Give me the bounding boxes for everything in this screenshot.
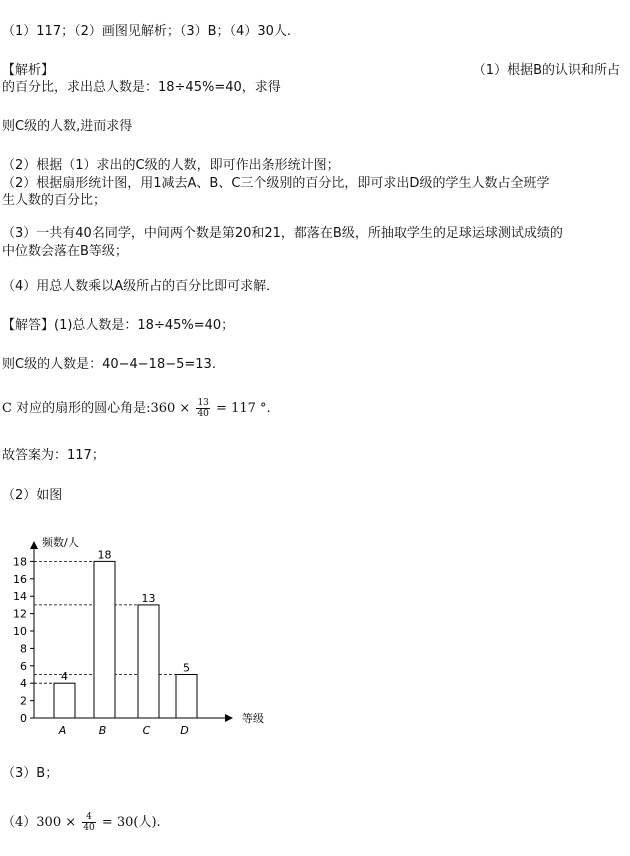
y-tick-label: 8 bbox=[20, 642, 27, 656]
category-label-B: B bbox=[98, 724, 107, 737]
bar-value-label-B: 18 bbox=[97, 548, 112, 562]
category-label-C: C bbox=[142, 724, 151, 737]
answer-line-1: 【解答】(1)总人数是：18÷45%=40； bbox=[2, 318, 235, 333]
y-tick-label: 6 bbox=[20, 659, 27, 673]
bar-value-label-D: 5 bbox=[183, 661, 190, 675]
angle-prefix: C 对应的扇形的圆心角是:360 × bbox=[2, 401, 191, 416]
angle-suffix: = 117 °. bbox=[216, 401, 271, 416]
part4-prefix: （4）300 × bbox=[2, 815, 77, 830]
analysis-point-2b: （2）根据扇形统计图，用1减去A、B、C三个级别的百分比，即可求出D级的学生人数占全班学 bbox=[2, 176, 550, 191]
part4-fraction bbox=[82, 812, 95, 833]
answer-conclusion: 故答案为：117； bbox=[2, 448, 105, 463]
part4-fraction-numerator: 4 bbox=[82, 812, 95, 823]
part4-fraction-denominator: 40 bbox=[83, 823, 95, 833]
bar-value-label-A: 4 bbox=[61, 670, 68, 684]
y-tick-label: 2 bbox=[20, 694, 27, 708]
analysis-point-2: （2）根据（1）求出的C级的人数，即可作出条形统计图； bbox=[2, 158, 340, 173]
bar-chart bbox=[0, 530, 300, 740]
analysis-point-3: （3）一共有40名同学，中间两个数是第20和21，都落在B级，所抽取学生的足球运球测试成绩的 bbox=[2, 226, 563, 241]
x-axis-label: 等级 bbox=[242, 712, 264, 725]
y-tick-label: 12 bbox=[13, 607, 27, 621]
part4-suffix: = 30(人). bbox=[101, 815, 161, 830]
y-tick-label: 0 bbox=[20, 712, 27, 725]
bar-B bbox=[94, 561, 115, 718]
analysis-point-4: （4）用总人数乘以A级所占的百分比即可求解． bbox=[2, 279, 280, 294]
bar-A bbox=[54, 683, 75, 718]
answer-part-2-label: （2）如图 bbox=[2, 488, 63, 503]
answer-part-4 bbox=[2, 810, 161, 836]
category-label-D: D bbox=[180, 724, 189, 737]
bar-D bbox=[176, 675, 197, 719]
angle-fraction bbox=[196, 398, 209, 419]
answer-part-3: （3）B； bbox=[2, 766, 59, 781]
angle-fraction-denominator: 40 bbox=[197, 409, 209, 419]
answer-c-angle bbox=[2, 396, 271, 422]
y-tick-label: 16 bbox=[13, 572, 27, 586]
y-tick-label: 14 bbox=[13, 590, 27, 604]
y-tick-label: 4 bbox=[20, 677, 27, 691]
analysis-point-1-start: （1）根据B的认识和所占 bbox=[472, 63, 620, 78]
angle-fraction-numerator: 13 bbox=[197, 398, 209, 408]
analysis-c-level: 则C级的人数,进而求得 bbox=[2, 119, 133, 134]
analysis-point-3-cont: 中位数会落在B等级； bbox=[2, 244, 128, 259]
y-tick-label: 10 bbox=[13, 625, 27, 638]
answer-c-count: 则C级的人数是：40−4−18−5=13. bbox=[2, 357, 216, 372]
category-label-A: A bbox=[58, 724, 67, 737]
analysis-point-1-cont: 的百分比，求出总人数是：18÷45%=40，求得 bbox=[2, 80, 281, 95]
y-tick-label: 18 bbox=[13, 555, 27, 569]
summary-answers: （1）117；（2）画图见解析；（3）B；（4）30人. bbox=[2, 24, 291, 39]
bar-C bbox=[138, 605, 159, 718]
analysis-point-2b-cont: 生人数的百分比； bbox=[2, 193, 107, 208]
bar-value-label-C: 13 bbox=[141, 591, 156, 605]
y-axis-label: 频数/人 bbox=[42, 536, 79, 549]
analysis-heading: 【解析】 bbox=[2, 63, 55, 78]
